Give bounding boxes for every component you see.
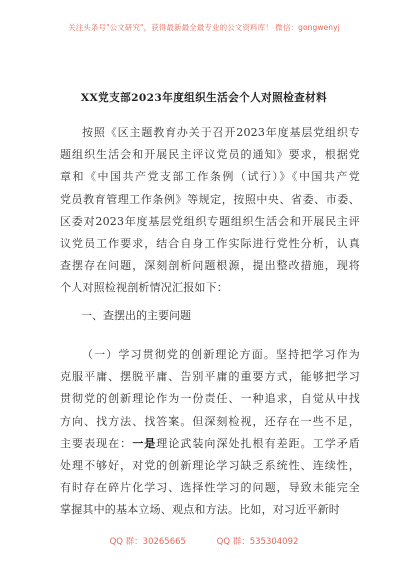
paragraph-line: 按照《区主题教育办关于召开2023年度基层党组织专 (82, 126, 360, 139)
paragraph-line: 方向、找方法、找答案。但深刻检视，还存在一些不足， (60, 414, 360, 428)
paragraph-line: 处理不够好，对党的创新理论学习缺乏系统性、连续性， (60, 459, 360, 472)
paragraph-line: 议党员工作要求，结合自身工作实际进行党性分析，认真 (60, 237, 360, 250)
paragraph-line: 贯彻党的创新理论作为一份责任、一种追求，自觉从中找 (60, 392, 360, 406)
header-promo-note: 关注头条号"公文研究"，获得最新最全最专业的公文资料库！ 微信：gongwenyj (68, 23, 340, 32)
paragraph-line: 主要表现在：一是理论武装向深处扎根有差距。工学矛盾 (60, 436, 361, 450)
paragraph-line: 党员教育管理工作条例》等规定，按照中央、省委、市委、 (60, 192, 360, 206)
emphasis-text: 一是 (132, 436, 157, 450)
paragraph-line: 题组织生活会和开展民主评议党员的通知》要求，根据党 (60, 148, 360, 162)
paragraph-line: 章和《中国共产党支部工作条例（试行）》《中国共产党 (60, 170, 360, 184)
footer-contact (0, 535, 408, 547)
section-heading: 一、查摆出的主要问题 (81, 309, 191, 322)
paragraph-line: 查摆存在问题，深刻剖析问题根源，提出整改措施，现将 (60, 259, 360, 273)
paragraph-line: （一）学习贯彻党的创新理论方面。坚持把学习作为 (82, 348, 360, 361)
paragraph-line: 个人对照检视剖析情况汇报如下： (60, 281, 228, 295)
footer-qq-group-1: QQ 群：30265665 (109, 537, 186, 547)
paragraph-line: 区委对2023年度基层党组织专题组织生活会和开展民主评 (60, 214, 360, 228)
document-title: XX党支部2023年度组织生活会个人对照检查材料 (80, 92, 328, 104)
footer-qq-group-2: QQ 群：535304092 (216, 537, 299, 547)
paragraph-line: 有时存在碎片化学习、选择性学习的问题，导致未能完全 (60, 481, 360, 495)
paragraph-line: 克服平庸、摆脱平庸、告别平庸的重要方式，能够把学习 (60, 370, 360, 384)
paragraph-line: 掌握其中的基本立场、观点和方法。比如，对习近平新时 (60, 503, 340, 517)
